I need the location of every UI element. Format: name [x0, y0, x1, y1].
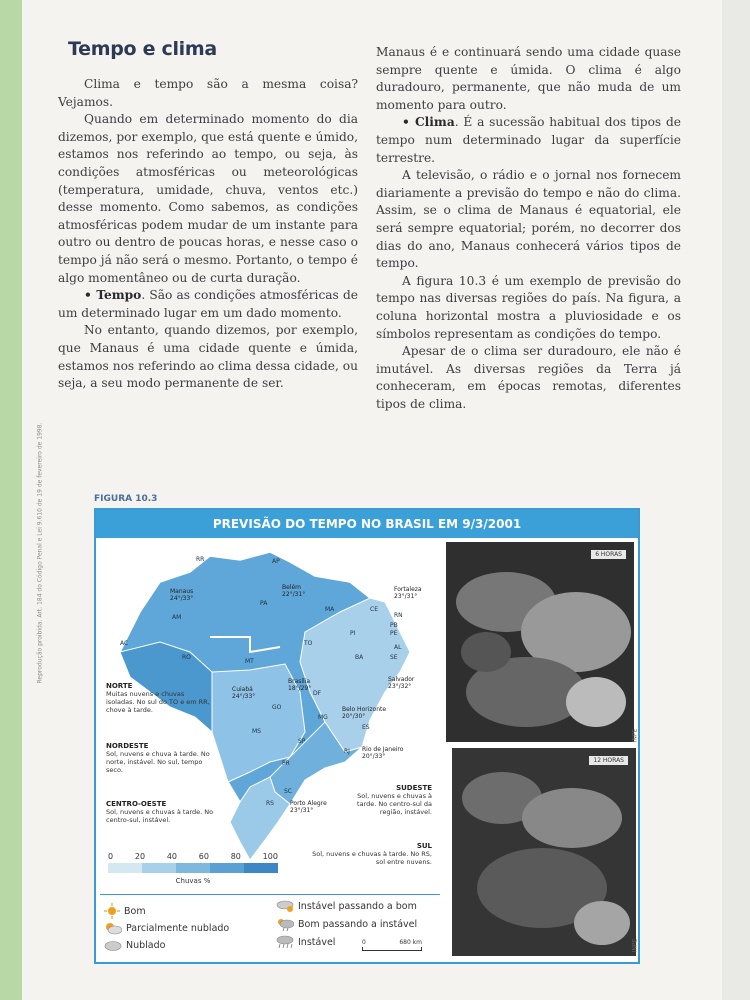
rain-cloud-icon — [276, 935, 294, 949]
city-porto-alegre: Porto Alegre 23°/31° — [290, 800, 327, 814]
city-manaus: Manaus 24°/33° — [170, 588, 194, 602]
copyright-side-note: Reprodução proibida. Art. 184 do Código Penal e Lei 9.610 de 19 de fevereiro de 1998. — [36, 422, 44, 684]
state-label: GO — [272, 704, 282, 711]
term-tempo: • Tempo — [84, 288, 142, 303]
city-belem: Belém 22°/31° — [282, 584, 306, 598]
definition-clima: • Clima. É a sucessão habitual dos tipos de tempo num determinado lugar da superfície terrestre. — [376, 115, 681, 165]
satellite-clouds — [446, 542, 634, 742]
state-label: AL — [394, 644, 402, 651]
state-label: AP — [272, 558, 280, 565]
figure-header: PREVISÃO DO TEMPO NO BRASIL EM 9/3/2001 — [96, 510, 638, 538]
state-label: AC — [120, 640, 129, 647]
state-label: PA — [260, 600, 268, 607]
state-label: SC — [284, 788, 292, 795]
region-sul: SUL Sol, nuvens e chuvas à tarde. No RS, sol entre nuvens. — [312, 842, 432, 866]
city-rio-de-janeiro: Rio de Janeiro 20°/33° — [362, 746, 404, 760]
legend-item: Bom passando a instável — [276, 917, 417, 931]
state-label: AM — [172, 614, 182, 621]
state-label: TO — [304, 640, 313, 647]
state-label: MT — [245, 658, 254, 665]
city-brasilia: Brasília 18°/29° — [288, 678, 312, 692]
region-sudeste: SUDESTE Sol, nuvens e chuvas à tarde. No centro-sul da região, instável. — [357, 784, 432, 816]
paragraph: Quando em determinado momento do dia dizemos, por exemplo, que está quente e úmido, estamos nos referindo ao tempo, ou seja, às condições atmosféricas ou meteorológicas (temperatura, umidade, chuva, ventos etc.) desse momento. Como sabemos, as condições atmosféricas podem mudar de um instante para outro ou dentro de poucas horas, e nesse caso o tempo já não será o mesmo. Portanto, o tempo é algo momentâneo ou de curta duração. — [58, 112, 358, 285]
city-salvador: Salvador 23°/32° — [388, 676, 415, 690]
state-label: CE — [370, 606, 378, 613]
state-label: PE — [390, 630, 398, 637]
section-title: Tempo e clima — [68, 38, 217, 60]
satellite-image-6h — [446, 542, 634, 742]
legend-item: Nublado — [104, 939, 165, 951]
paragraph: A figura 10.3 é um exemplo de previsão do tempo nas diversas regiões do país. Na figura, a coluna horizontal mostra a pluviosidade e os símbolos representam as condições do tempo. — [376, 273, 681, 341]
state-label: PR — [282, 760, 290, 767]
state-label: MA — [325, 606, 335, 613]
city-belo-horizonte: Belo Horizonte 20°/30° — [342, 706, 387, 720]
right-column — [376, 44, 681, 413]
brazil-map — [100, 542, 432, 885]
region-centro-oeste: CENTRO-OESTE Sol, nuvens e chuvas à tarde. No centro-sul, instável. — [106, 800, 214, 824]
definition-tempo: • Tempo. São as condições atmosféricas de um determinado lugar em um dado momento. — [58, 288, 358, 320]
state-label: PB — [390, 622, 398, 629]
legend-item: Bom — [104, 903, 146, 919]
left-column — [58, 76, 358, 393]
satellite-clouds — [452, 748, 639, 956]
weather-legend — [100, 894, 440, 961]
legend-item: Instável passando a bom — [276, 899, 417, 913]
weather-figure — [94, 508, 640, 964]
region-norte: NORTE Muitas nuvens e chuvas isoladas. No sul do TO e em RR, chove à tarde. — [106, 682, 210, 714]
sun-icon — [104, 903, 120, 919]
state-label: PI — [350, 630, 356, 637]
legend-item: Instável — [276, 935, 335, 949]
satellite-image-12h — [452, 748, 639, 956]
paragraph: Apesar de o clima ser duradouro, ele não é imutável. As diversas regiões da Terra já conheceram, em épocas remotas, diferentes tipos de clima. — [376, 344, 681, 411]
state-label: BA — [355, 654, 364, 661]
good-to-unstable-icon — [276, 917, 294, 931]
partly-cloudy-icon — [104, 921, 122, 935]
state-label: SE — [390, 654, 398, 661]
paragraph: Manaus é e continuará sendo uma cidade quase sempre quente e úmida. O clima é algo duradouro, permanente, que não muda de um momento para outro. — [376, 45, 681, 112]
cloud-icon — [104, 939, 122, 951]
city-cuiaba: Cuiabá 24°/33° — [232, 686, 256, 700]
state-label: RJ — [344, 748, 350, 755]
term-clima: • Clima — [402, 115, 455, 130]
rain-scale-bar — [108, 863, 278, 873]
paragraph: A televisão, o rádio e o jornal nos fornecem diariamente a previsão do tempo e não do clima. Assim, se o clima de Manaus é equatorial, ele será sempre equatorial; porém, no decorrer dos dias do ano, Manaus conhecerá vários tipos de tempo. — [376, 168, 681, 271]
state-label: DF — [313, 690, 322, 697]
rain-scale-ticks: 0 20 40 60 80 100 — [108, 852, 278, 861]
paragraph: Clima e tempo são a mesma coisa? Vejamos. — [58, 77, 358, 109]
state-label: RN — [394, 612, 403, 619]
state-label: RR — [196, 556, 205, 563]
distance-scale: 0 680 km — [362, 939, 422, 951]
sat-time-label: 12 HORAS — [589, 756, 628, 765]
state-label: ES — [362, 724, 370, 731]
paragraph: No entanto, quando dizemos, por exemplo, que Manaus é uma cidade quente e úmida, estamos nos referindo ao clima dessa cidade, ou seja, a seu modo permanente de ser. — [58, 323, 358, 391]
region-nordeste: NORDESTE Sol, nuvens e chuva à tarde. No norte, instável. No sul, tempo seco. — [106, 742, 210, 774]
rain-scale — [108, 852, 278, 885]
inpe-credit: INPE — [631, 938, 639, 953]
figure-label: FIGURA 10.3 — [94, 494, 158, 504]
state-label: SP — [298, 738, 306, 745]
unstable-to-good-icon — [276, 899, 294, 913]
state-label: MG — [318, 714, 328, 721]
city-fortaleza: Fortaleza 23°/31° — [394, 586, 422, 600]
sat-time-label: 6 HORAS — [591, 550, 626, 559]
legend-item: Parcialmente nublado — [104, 921, 229, 935]
inpe-credit: INPE — [631, 728, 639, 743]
state-label: MS — [252, 728, 261, 735]
rain-scale-label: Chuvas % — [175, 877, 211, 885]
state-label: RS — [266, 800, 274, 807]
green-page-edge — [0, 0, 22, 1000]
state-label: RO — [182, 654, 191, 661]
